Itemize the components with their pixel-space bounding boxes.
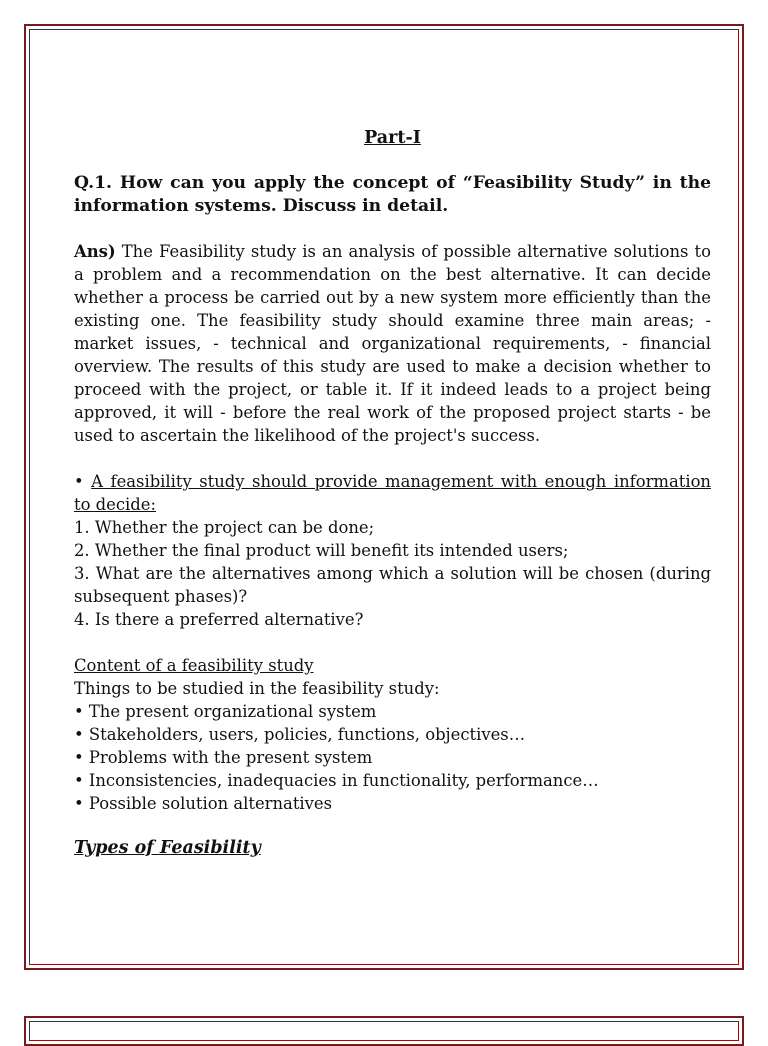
list-item: 3. What are the alternatives among which a solution will be chosen (during subsequent phases)? bbox=[74, 564, 711, 606]
answer-paragraph bbox=[74, 240, 711, 447]
content-list bbox=[74, 700, 711, 815]
list-item: • Stakeholders, users, policies, functions, objectives… bbox=[74, 725, 526, 744]
list-item: 4. Is there a preferred alternative? bbox=[74, 610, 364, 629]
question-heading: Q.1. How can you apply the concept of “Feasibility Study” in the information systems. Discuss in detail. bbox=[74, 173, 711, 216]
feasibility-intro bbox=[74, 470, 711, 516]
content-heading: Content of a feasibility study bbox=[74, 656, 314, 675]
list-item: 2. Whether the final product will benefit its intended users; bbox=[74, 541, 569, 560]
list-item: 1. Whether the project can be done; bbox=[74, 518, 375, 537]
answer-label: Ans) bbox=[74, 242, 116, 261]
answer-text: The Feasibility study is an analysis of possible alternative solutions to a problem and a recommendation on the best alternative. It can decide whether a process be carried out by a new system more efficiently than the existing one. The feasibility study should examine three main areas; - market issues, - technical and organizational requirements, - financial overview. The results of this study are used to make a decision whether to proceed with the project, or table it. If it indeed leads to a project being approved, it will - before the real work of the proposed project starts - be used to ascertain the likelihood of the project's success. bbox=[74, 242, 711, 445]
document-body bbox=[74, 127, 711, 860]
list-item: • Inconsistencies, inadequacies in functionality, performance… bbox=[74, 771, 599, 790]
list-item: • Possible solution alternatives bbox=[74, 794, 333, 813]
content-intro: Things to be studied in the feasibility study: bbox=[74, 679, 440, 698]
types-heading: Types of Feasibility bbox=[74, 838, 261, 858]
next-page-border bbox=[24, 1016, 744, 1046]
list-item: • The present organizational system bbox=[74, 702, 377, 721]
list-item: • Problems with the present system bbox=[74, 748, 373, 767]
part-title: Part-I bbox=[364, 128, 421, 148]
feasibility-intro-text: A feasibility study should provide management with enough information to decide: bbox=[74, 472, 711, 514]
bullet-marker: • bbox=[74, 472, 84, 491]
numbered-list bbox=[74, 516, 711, 631]
